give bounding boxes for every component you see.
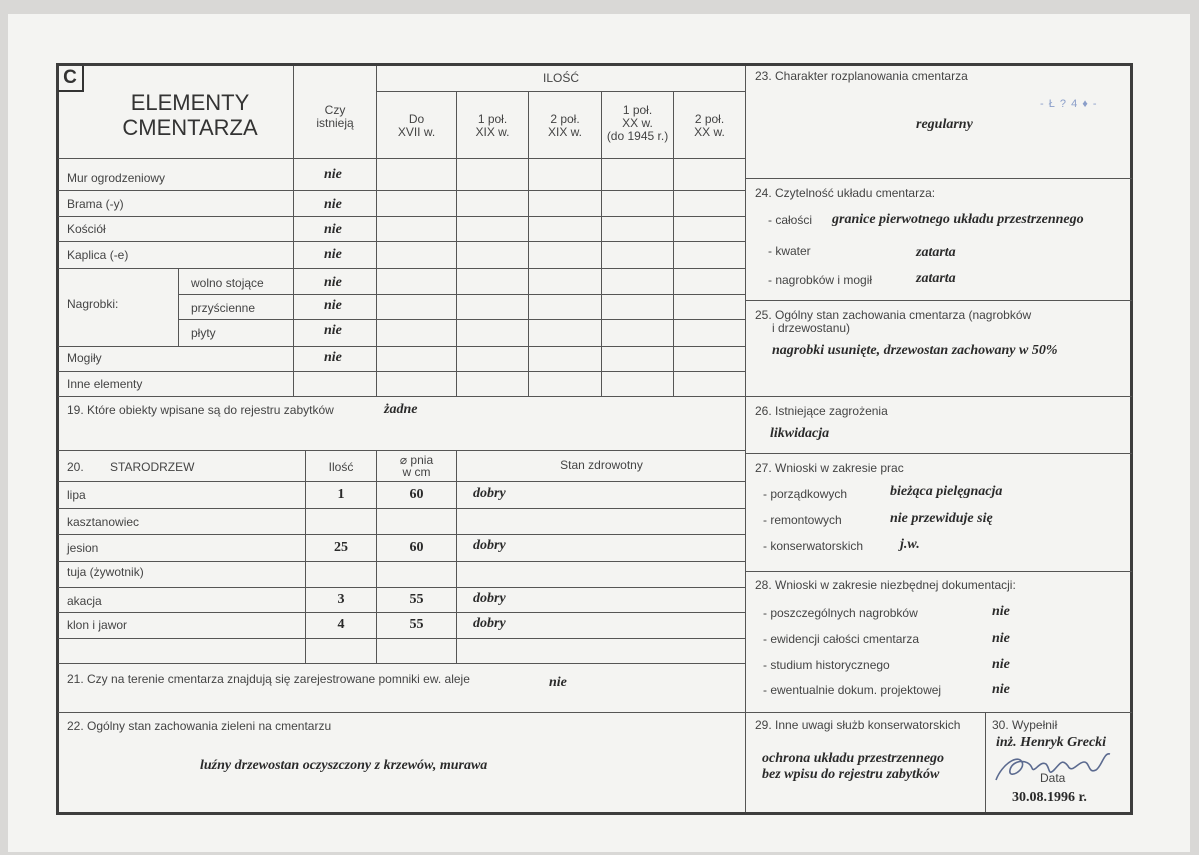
q20-col-pnia	[377, 454, 456, 478]
element-value: nie	[324, 298, 342, 313]
rule	[58, 346, 746, 347]
q28-item-answer: nie	[992, 631, 1010, 646]
ilosc-header: ILOŚĆ	[542, 71, 579, 85]
q25-label-line2: i drzewostanu)	[772, 321, 851, 335]
tree-count: 25	[334, 540, 348, 555]
q21-answer: nie	[549, 675, 567, 690]
tree-state: dobry	[473, 591, 506, 606]
q27-item-label: - konserwatorskich	[763, 539, 864, 553]
rule	[58, 612, 746, 613]
q24-item-answer: granice pierwotnego układu przestrzennego	[832, 212, 1084, 227]
rule	[58, 561, 746, 562]
tree-name: akacja	[67, 594, 102, 608]
q25-answer: nagrobki usunięte, drzewostan zachowany w 50%	[772, 343, 1058, 358]
q22-label: 22. Ogólny stan zachowania zieleni na cmentarzu	[67, 719, 332, 733]
element-value: nie	[324, 350, 342, 365]
tree-count: 4	[337, 617, 345, 632]
rule	[58, 158, 746, 159]
element-value: nie	[324, 275, 342, 290]
rule	[58, 216, 746, 217]
ilosc-col-3-l1: 2 poł.	[550, 112, 580, 126]
rule	[746, 178, 1132, 179]
rule	[58, 396, 1132, 397]
q27-item-answer: j.w.	[900, 537, 920, 552]
q19-answer: żadne	[384, 402, 418, 417]
ilosc-col-5-l2: XX w.	[694, 125, 725, 139]
section-letter: C	[63, 67, 77, 88]
ilosc-col-4-l2: XX w.	[622, 116, 653, 130]
ilosc-col-4-l3: (do 1945 r.)	[606, 129, 669, 143]
rule	[58, 371, 746, 372]
ilosc-col-2-l2: XIX w.	[475, 125, 510, 139]
rule	[58, 638, 746, 639]
rule	[58, 241, 746, 242]
element-label: wolno stojące	[191, 276, 264, 290]
element-label: przyścienne	[191, 301, 256, 315]
tree-name: tuja (żywotnik)	[67, 565, 144, 579]
q24-item-answer: zatarta	[916, 245, 956, 260]
q24-item-label: - kwater	[768, 244, 811, 258]
q29-answer-line1: ochrona układu przestrzennego	[762, 751, 945, 766]
q28-item-label: - studium historycznego	[763, 658, 890, 672]
element-label: Mur ogrodzeniowy	[67, 171, 166, 185]
rule	[58, 534, 746, 535]
q25-label-line1: 25. Ogólny stan zachowania cmentarza (nagrobków	[755, 308, 1032, 322]
q30-date: 30.08.1996 r.	[1012, 790, 1087, 805]
q23-faint-mark: - Ł ? 4 ♦ -	[1040, 98, 1098, 110]
element-value: nie	[324, 167, 342, 182]
tree-diam: 55	[409, 617, 424, 632]
q30-label: 30. Wypełnił	[992, 718, 1058, 732]
rule	[58, 508, 746, 509]
form-frame	[56, 63, 1133, 815]
q21-label: 21. Czy na terenie cmentarza znajdują się zarejestrowane pomniki ew. aleje	[67, 672, 470, 686]
element-label: Mogiły	[67, 351, 102, 365]
q27-item-label: - remontowych	[763, 513, 842, 527]
rule	[58, 190, 746, 191]
q27-item-label: - porządkowych	[763, 487, 848, 501]
tree-diam: 55	[409, 592, 424, 607]
ilosc-col-4-l1: 1 poł.	[622, 103, 653, 117]
tree-name: lipa	[67, 488, 86, 502]
rule	[376, 91, 746, 92]
q27-item-answer: bieżąca pielęgnacja	[890, 484, 1003, 499]
q28-item-label: - ewentualnie dokum. projektowej	[763, 683, 942, 697]
ilosc-col-3-l2: XIX w.	[547, 125, 582, 139]
ilosc-col-2-l1: 1 poł.	[477, 112, 508, 126]
rule	[58, 587, 746, 588]
rule	[985, 712, 986, 812]
rule	[178, 294, 746, 295]
q28-item-answer: nie	[992, 604, 1010, 619]
tree-name: klon i jawor	[67, 618, 128, 632]
rule	[746, 453, 1132, 454]
element-label: Brama (-y)	[67, 197, 124, 211]
q29-label: 29. Inne uwagi służb konserwatorskich	[755, 718, 961, 732]
rule	[58, 450, 746, 451]
ilosc-col-1	[377, 113, 456, 139]
q20-col-pnia-l1: ⌀ pnia	[399, 453, 434, 467]
ilosc-col-4	[602, 104, 673, 143]
q20-title: STARODRZEW	[110, 460, 195, 474]
element-value: nie	[324, 323, 342, 338]
rule	[58, 712, 1132, 713]
section-title-line2: CMENTARZA	[122, 115, 258, 140]
element-value: nie	[324, 247, 342, 262]
q20-col-pnia-l2: w cm	[402, 465, 431, 479]
rule	[746, 571, 1132, 572]
tree-name: jesion	[67, 541, 99, 555]
q24-item-answer: zatarta	[916, 271, 956, 286]
q24-item-label: - całości	[768, 213, 813, 227]
q22-answer: luźny drzewostan oczyszczony z krzewów, murawa	[200, 758, 488, 773]
rule	[58, 481, 746, 482]
q20-col-ilosc: Ilość	[328, 460, 354, 474]
element-label: Kościół	[67, 222, 106, 236]
section-title-line1: ELEMENTY	[130, 90, 250, 115]
tree-name: kasztanowiec	[67, 515, 140, 529]
element-label: Inne elementy	[67, 377, 143, 391]
q29-answer-line2: bez wpisu do rejestru zabytków	[762, 767, 940, 782]
q26-answer: likwidacja	[770, 426, 830, 441]
element-label: płyty	[191, 326, 216, 340]
tree-state: dobry	[473, 538, 506, 553]
ilosc-col-3	[529, 113, 601, 139]
q28-item-answer: nie	[992, 682, 1010, 697]
q20-col-stan: Stan zdrowotny	[560, 458, 643, 472]
tree-count: 3	[337, 592, 345, 607]
element-value: nie	[324, 197, 342, 212]
rule	[456, 450, 457, 663]
ilosc-col-5	[674, 113, 745, 139]
q23-answer: regularny	[916, 117, 973, 132]
rule	[746, 300, 1132, 301]
q20-num: 20.	[67, 460, 84, 474]
section-title	[90, 90, 290, 140]
q19-label: 19. Które obiekty wpisane są do rejestru zabytków	[67, 403, 334, 417]
nagrobki-label: Nagrobki:	[67, 297, 119, 311]
q28-item-answer: nie	[992, 657, 1010, 672]
exists-header	[294, 104, 376, 130]
tree-diam: 60	[409, 540, 424, 555]
rule	[178, 319, 746, 320]
exists-header-line1: Czy	[324, 103, 346, 117]
ilosc-col-2	[457, 113, 528, 139]
q24-label: 24. Czytelność układu cmentarza:	[755, 186, 936, 200]
q28-item-label: - poszczególnych nagrobków	[763, 606, 918, 620]
tree-state: dobry	[473, 616, 506, 631]
element-label: Kaplica (-e)	[67, 248, 129, 262]
q30-name: inż. Henryk Grecki	[996, 735, 1107, 750]
section-letter-box	[58, 66, 84, 92]
rule	[58, 268, 746, 269]
q26-label: 26. Istniejące zagrożenia	[755, 404, 888, 418]
tree-state: dobry	[473, 486, 506, 501]
element-value: nie	[324, 222, 342, 237]
q27-item-answer: nie przewiduje się	[890, 511, 993, 526]
q24-item-label: - nagrobków i mogił	[768, 273, 873, 287]
tree-count: 1	[337, 487, 345, 502]
ilosc-col-5-l1: 2 poł.	[694, 112, 725, 126]
ilosc-col-1-l1: Do	[408, 112, 425, 126]
ilosc-col-1-l2: XVII w.	[397, 125, 436, 139]
q23-label: 23. Charakter rozplanowania cmentarza	[755, 69, 968, 83]
rule	[58, 663, 746, 664]
q27-label: 27. Wnioski w zakresie prac	[755, 461, 904, 475]
rule	[178, 268, 179, 346]
q30-date-label: Data	[1040, 771, 1066, 785]
tree-diam: 60	[409, 487, 424, 502]
q28-label: 28. Wnioski w zakresie niezbędnej dokumentacji:	[755, 578, 1016, 592]
q28-item-label: - ewidencji całości cmentarza	[763, 632, 920, 646]
exists-header-line2: istnieją	[316, 116, 354, 130]
